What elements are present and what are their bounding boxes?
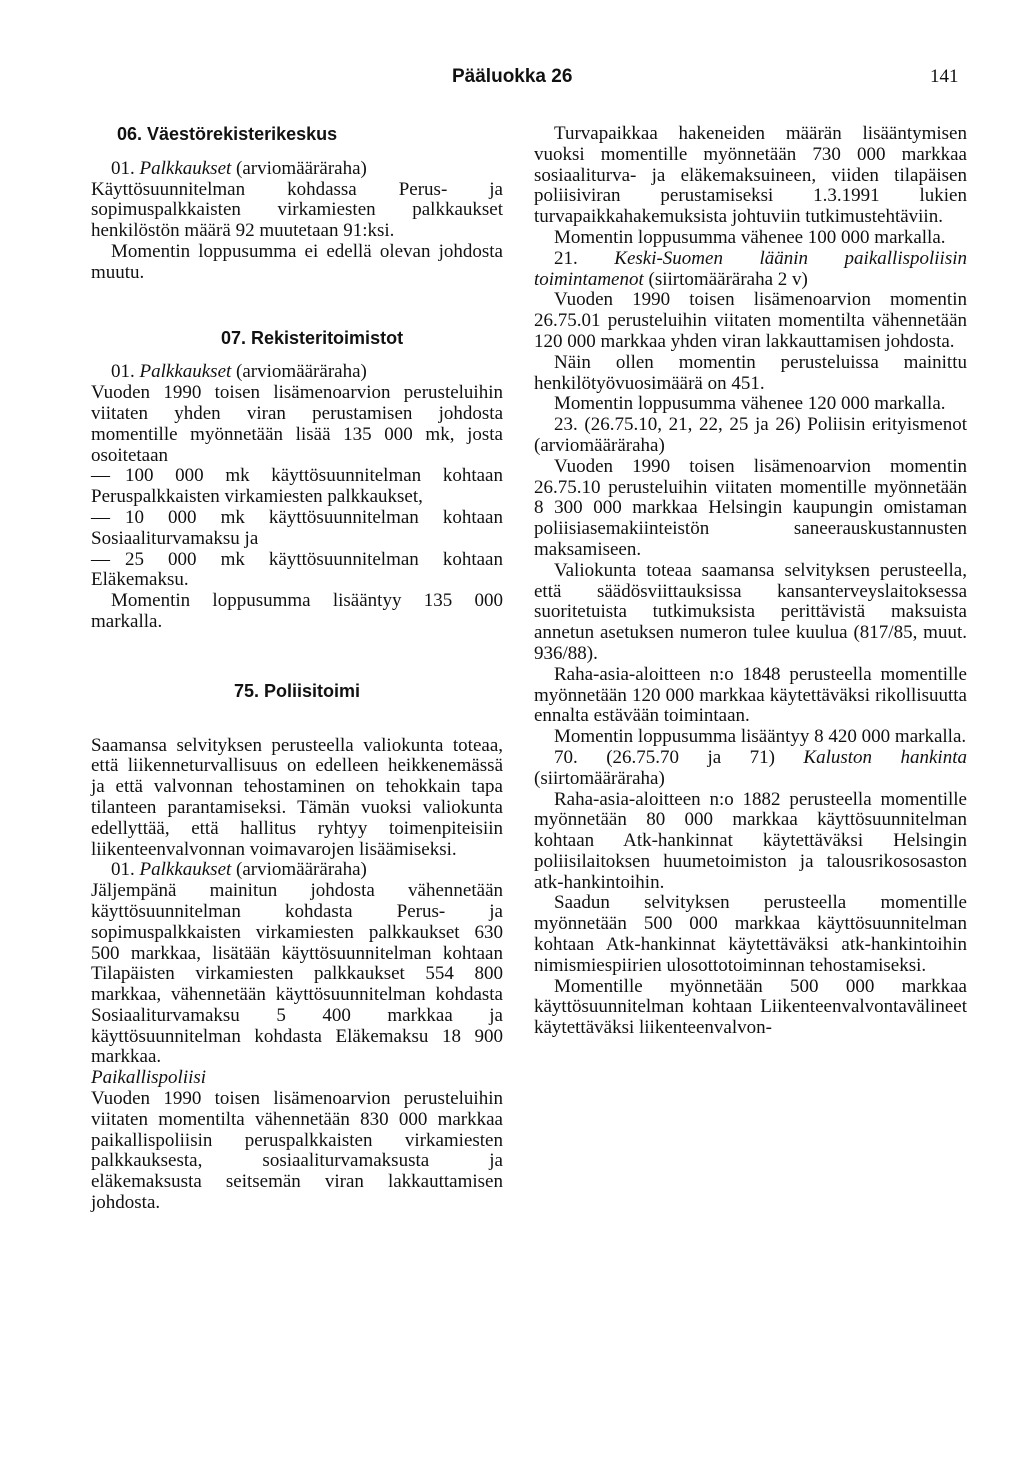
italic-term: Palkkaukset (139, 157, 232, 179)
dash-text: 10 000 mk käyttösuunnitelman kohtaan Sosiaaliturvamaksu ja (91, 506, 503, 549)
italic-term: Palkkaukset (139, 859, 232, 881)
paragraph: Momentin loppusumma ei edellä olevan johdosta muutu. (91, 240, 503, 283)
section-heading: 06. Väestörekisterikeskus (117, 124, 338, 144)
paragraph (91, 362, 503, 383)
paragraph: Saadun selvityksen perusteella momentille myönnetään 500 000 markkaa käyttösuunnitelman kohtaan Atk-hankinnat käytettäväksi atk-hankintoihin nimismiespiirien ulosottotoiminnan tehostamiseksi. (534, 892, 967, 976)
item-number: 21. (554, 247, 578, 269)
item-number: 01. (111, 157, 135, 179)
paragraph-text: (siirtomääräraha 2 v) (648, 268, 808, 290)
paragraph: Momentin loppusumma lisääntyy 135 000 markalla. (91, 590, 503, 632)
section-heading: 07. Rekisteritoimistot (221, 327, 404, 348)
paragraph: Momentin loppusumma vähenee 120 000 markalla. (554, 393, 946, 415)
paragraph (91, 860, 503, 881)
page-title: Pääluokka 26 (452, 66, 573, 87)
paragraph: Vuoden 1990 toisen lisämenoarvion perusteluihin viitaten yhden viran perustamisen johdosta momentille myönnetään lisää 135 000 mk, josta osoitetaan (91, 382, 503, 466)
paragraph: Raha-asia-aloitteen n:o 1882 perusteella momentille myönnetään 80 000 markkaa käyttösuunnitelman kohtaan Atk-hankinnat käytettäväksi Helsingin poliisilaitoksen huumetoimiston ja talousrikososaston atk-hankintoihin. (534, 788, 967, 893)
paragraph: Vuoden 1990 toisen lisämenoarvion perusteluihin viitaten momentilta vähennetään 830 000 markkaa paikallispoliisin peruspalkkaisten virkamiesten palkkauksesta, sosiaaliturvamaksusta ja eläkemaksusta seitsemän viran lakkauttamisen johdosta. (91, 1088, 503, 1214)
paragraph: Näin ollen momentin perusteluissa mainittu henkilötyövuosimäärä on 451. (534, 351, 967, 394)
paragraph: 23. (26.75.10, 21, 22, 25 ja 26) Poliisin erityismenot (arviomääräraha) (534, 414, 967, 456)
paragraph: Raha-asia-aloitteen n:o 1848 perusteella momentille myönnetään 120 000 markkaa käytettäväksi rikollisuutta ennalta estävään toimintaan. (534, 663, 967, 727)
paragraph: Turvapaikkaa hakeneiden määrän lisääntymisen vuoksi momentille myönnetään 730 000 markkaa sosiaaliturva- ja eläkemaksuineen, viiden tilapäisen poliisiviran perustamiseksi 1.3.1991 lukien turvapaikkahakemuksista johtuviin tutkimustehtäviin. (534, 123, 967, 228)
dash-item (91, 550, 503, 592)
paragraph: Momentille myönnetään 500 000 markkaa käyttösuunnitelman kohtaan Liikenteenvalvontavälineet käytettäväksi liikenteenvalvon- (534, 975, 967, 1039)
paragraph (91, 159, 503, 180)
paragraph: Saamansa selvityksen perusteella valiokunta toteaa, että liikenneturvallisuus on edelleen heikkenemässä ja että valvonnan tehostaminen on tehokkain tapa tilanteen parantamiseksi. Tämän vuoksi valiokunta edellyttää, että hallitus ryhtyy toimenpiteisiin liikenteenvalvonnan voimavarojen lisäämiseksi. (91, 734, 503, 860)
dash-mark: — (91, 548, 110, 570)
item-number: 01. (111, 361, 135, 383)
italic-term: Kaluston hankinta (803, 746, 967, 768)
dash-text: 100 000 mk käyttösuunnitelman kohtaan Peruspalkkaisten virkamiesten palkkaukset, (91, 465, 503, 508)
paragraph-text: (arviomääräraha) (236, 859, 367, 881)
paragraph: Vuoden 1990 toisen lisämenoarvion momentin 26.75.10 perusteluihin viitaten momentille myönnetään 8 300 000 markkaa Helsingin kaupungin omistaman poliisiasemakiinteistön saneerauskustannusten maksamiseen. (534, 455, 967, 560)
item-number: 70. (26.75.70 ja 71) (554, 746, 775, 768)
italic-term: Keski-Suomen läänin paikallispoliisin toimintamenot (534, 247, 967, 290)
paragraph-text: (siirtomääräraha) (534, 767, 665, 789)
paragraph: Vuoden 1990 toisen lisämenoarvion momentin 26.75.01 perusteluihin viitaten momentilta vähennetään 120 000 markkaa yhden viran lakkauttamisen johdosta. (534, 289, 967, 352)
section-heading: 75. Poliisitoimi (233, 680, 361, 701)
dash-item (91, 466, 503, 508)
paragraph: Valiokunta toteaa saamansa selvityksen perusteella, että säädösviittauksissa kansanterveyslaitoksessa suoritetuista tutkimuksista perittävistä maksuista annetun asetuksen numeron tulee kuulua (817/85, muut. 936/88). (534, 559, 967, 664)
dash-item (91, 508, 503, 550)
dash-mark: — (91, 506, 110, 528)
paragraph: Käyttösuunnitelman kohdassa Perus- ja sopimuspalkkaisten virkamiesten palkkaukset henkilöstön määrä 92 muutetaan 91:ksi. (91, 178, 503, 242)
italic-term: Palkkaukset (139, 361, 232, 383)
right-column (534, 124, 967, 1039)
paragraph: Jäljempänä mainitun johdosta vähennetään käyttösuunnitelman kohdasta Perus- ja sopimuspalkkaisten virkamiesten palkkaukset 630 500 markkaa, lisätään käyttösuunnitelman kohtaan Tilapäisten virkamiesten palkkaukset 554 800 markkaa, vähennetään käyttösuunnitelman kohdasta Sosiaaliturvamaksu 5 400 markkaa ja käyttösuunnitelman kohdasta Eläkemaksu 18 900 markkaa. (91, 880, 503, 1068)
dash-text: 25 000 mk käyttösuunnitelman kohtaan Eläkemaksu. (91, 548, 503, 591)
paragraph-text: (arviomääräraha) (236, 157, 367, 179)
subheading: Paikallispoliisi (91, 1067, 207, 1089)
page-number: 141 (930, 66, 959, 87)
paragraph (534, 249, 967, 291)
dash-mark: — (91, 465, 110, 487)
page-header (0, 66, 1024, 92)
item-number: 01. (111, 859, 135, 881)
paragraph: Momentin loppusumma vähenee 100 000 markalla. (554, 226, 946, 248)
paragraph: Momentin loppusumma lisääntyy 8 420 000 markalla. (554, 726, 967, 748)
left-column (91, 124, 503, 1214)
paragraph-text: (arviomääräraha) (236, 361, 367, 383)
paragraph (534, 748, 967, 790)
